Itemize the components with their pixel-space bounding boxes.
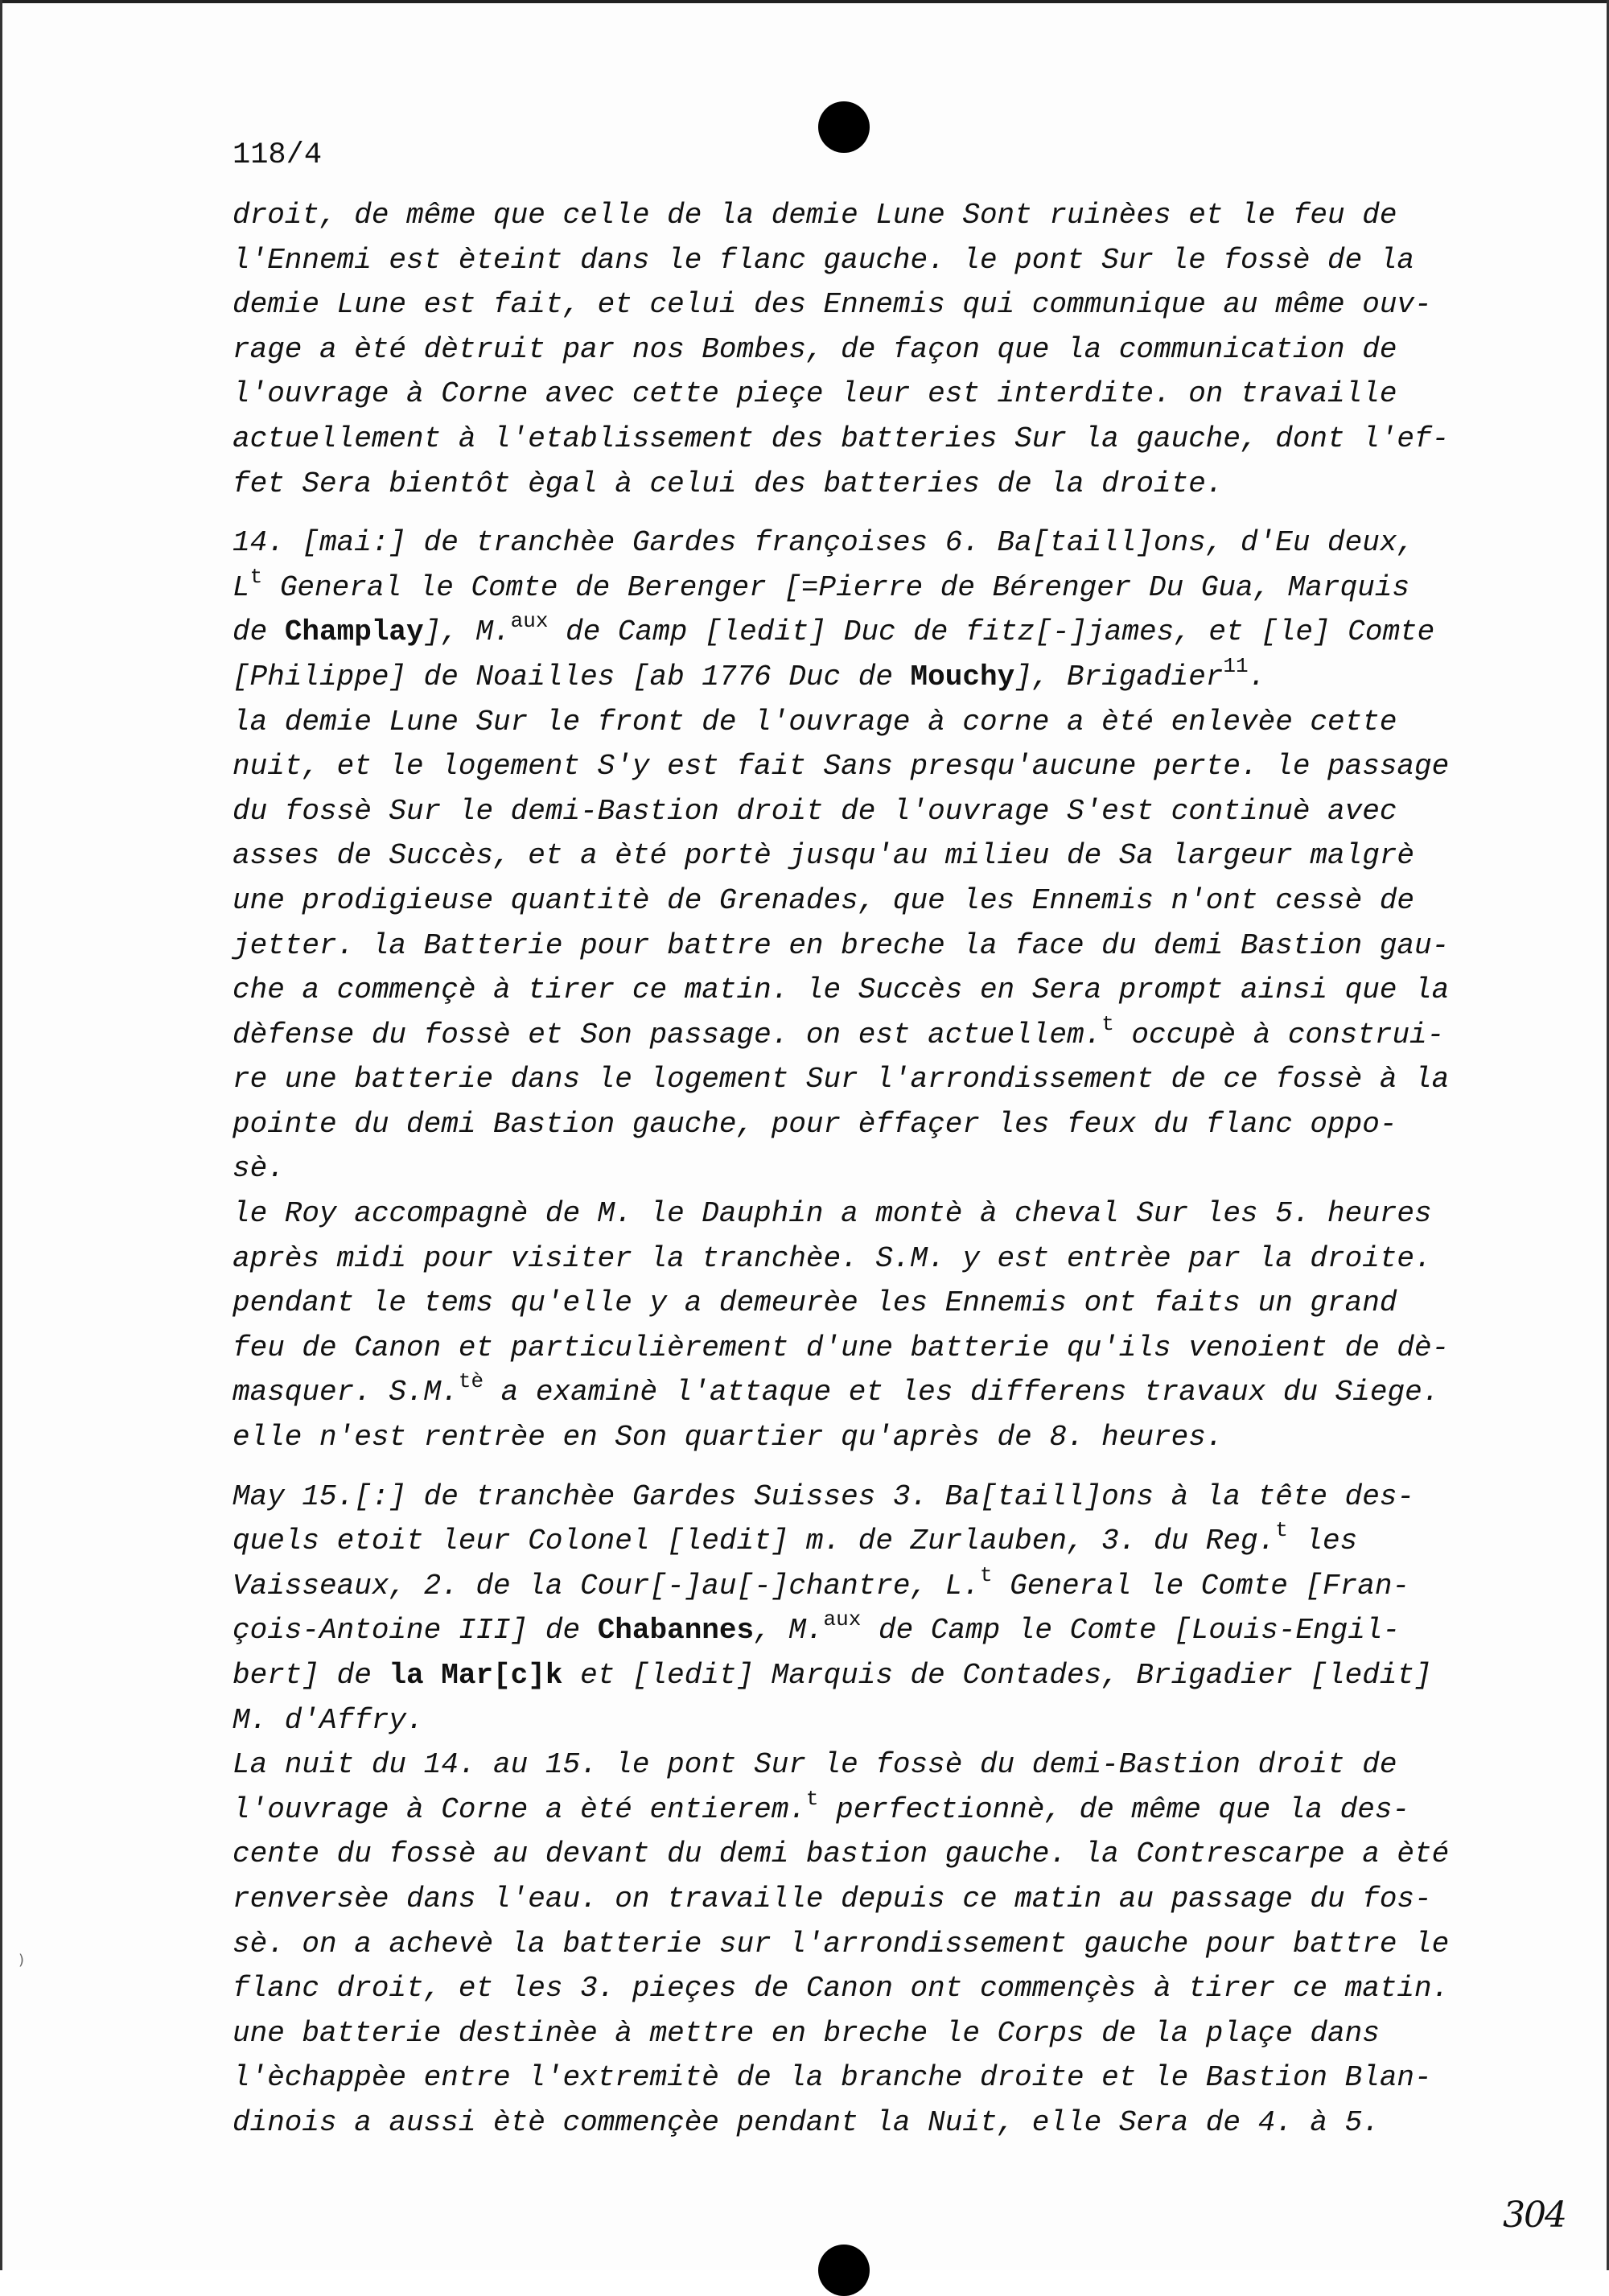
text-line <box>233 1877 1471 1922</box>
text-run: perfectionnè, de même que la des- <box>818 1792 1410 1826</box>
text-line <box>233 924 1471 969</box>
document-body <box>233 193 1471 2146</box>
bold-name: Mouchy <box>910 660 1015 693</box>
text-run: quels etoit leur Colonel [ledit] m. de Zurlauben, 3. du Reg. <box>233 1524 1276 1558</box>
text-run: pointe du demi Bastion gauche, pour èffaçer les feux du flanc oppo- <box>233 1107 1397 1141</box>
text-line <box>233 372 1471 417</box>
text-run: masquer. S.M. <box>233 1376 459 1409</box>
superscript: t <box>979 1562 993 1587</box>
text-run: flanc droit, et les 3. pieçes de Canon ont commençès à tirer ce matin. <box>233 1972 1450 2006</box>
punch-hole-bottom <box>818 2245 870 2296</box>
text-run: re une batterie dans le logement Sur l'arrondissement de ce fossè à la <box>233 1063 1450 1097</box>
text-line <box>233 462 1471 507</box>
text-line <box>233 282 1471 327</box>
bold-name: la Mar[c]k <box>389 1659 563 1692</box>
text-run: l'èchappèe entre l'extremitè de la branche droite et le Bastion Blan- <box>233 2061 1432 2095</box>
paragraph-gap <box>233 506 1471 521</box>
text-run: ], M. <box>423 615 511 649</box>
text-line <box>233 417 1471 462</box>
superscript: t <box>1275 1518 1288 1543</box>
superscript: tè <box>458 1369 484 1394</box>
bold-name: Chabannes <box>597 1614 755 1648</box>
superscript: t <box>249 564 263 589</box>
text-run: , M. <box>754 1614 824 1648</box>
paragraph-gap <box>233 1460 1471 1475</box>
text-line <box>233 1281 1471 1326</box>
text-run: General le Comte [Fran- <box>992 1569 1410 1603</box>
text-run: asses de Succès, et a èté portè jusqu'au milieu de Sa largeur malgrè <box>233 839 1415 873</box>
text-line <box>233 1743 1471 1788</box>
text-line <box>233 2101 1471 2146</box>
text-run: droit, de même que celle de la demie Lune Sont ruinèes et le feu de <box>233 199 1397 232</box>
text-run: La nuit du 14. au 15. le pont Sur le fossè du demi-Bastion droit de <box>233 1748 1397 1782</box>
text-run: les <box>1287 1524 1358 1558</box>
scan-border-left <box>0 0 2 2270</box>
text-line <box>233 2011 1471 2056</box>
text-run: sè. <box>233 1152 285 1186</box>
text-run: nuit, et le logement S'y est fait Sans presqu'aucune perte. le passage <box>233 750 1450 784</box>
text-line <box>233 521 1471 566</box>
text-run: l'ouvrage à Corne avec cette pieçe leur est interdite. on travaille <box>233 377 1397 411</box>
text-run: le Roy accompagnè de M. le Dauphin a montè à cheval Sur les 5. heures <box>233 1197 1432 1231</box>
text-line <box>233 1653 1471 1698</box>
text-run: elle n'est rentrèe en Son quartier qu'après de 8. heures. <box>233 1421 1224 1455</box>
paragraph <box>233 193 1471 506</box>
text-run: [Philippe] de Noailles [ab 1776 Duc de <box>233 660 911 693</box>
text-run: rage a èté dètruit par nos Bombes, de façon que la communication de <box>233 332 1397 366</box>
text-run: feu de Canon et particulièrement d'une batterie qu'ils venoient de dè- <box>233 1331 1450 1364</box>
text-line <box>233 610 1471 655</box>
superscript: aux <box>823 1607 862 1632</box>
superscript: 11 <box>1223 653 1249 678</box>
text-run: renversèe dans l'eau. on travaille depuis ce matin au passage du fos- <box>233 1882 1432 1915</box>
text-line <box>233 1832 1471 1877</box>
text-line <box>233 878 1471 924</box>
text-line <box>233 1966 1471 2011</box>
text-run: une prodigieuse quantitè de Grenades, que les Ennemis n'ont cessè de <box>233 883 1415 917</box>
text-line <box>233 1102 1471 1147</box>
text-run: la demie Lune Sur le front de l'ouvrage à corne a èté enlevèe cette <box>233 705 1397 739</box>
text-line <box>233 968 1471 1013</box>
text-line <box>233 1013 1471 1058</box>
paragraph <box>233 1475 1471 2146</box>
margin-mark: ) <box>19 1952 25 1969</box>
text-line <box>233 1415 1471 1460</box>
text-line <box>233 327 1471 372</box>
text-run: l'ouvrage à Corne a èté entierem. <box>233 1792 806 1826</box>
punch-hole-top <box>818 101 870 153</box>
bold-name: Champlay <box>284 615 424 649</box>
text-run: L <box>233 570 250 604</box>
text-run: General le Comte de Berenger [=Pierre de Bérenger Du Gua, Marquis <box>262 570 1410 604</box>
text-run: Vaisseaux, 2. de la Cour[-]au[-]chantre, L. <box>233 1569 980 1603</box>
text-run: 14. [mai:] de tranchèe Gardes françoises 6. Ba[taill]ons, d'Eu deux, <box>233 526 1415 560</box>
page-number: 118/4 <box>233 138 323 172</box>
text-run: après midi pour visiter la tranchèe. S.M. y est entrèe par la droite. <box>233 1241 1432 1275</box>
text-line <box>233 1057 1471 1102</box>
text-run: dinois a aussi ètè commençèe pendant la Nuit, elle Sera de 4. à 5. <box>233 2105 1380 2139</box>
superscript: t <box>1101 1011 1114 1036</box>
superscript: t <box>805 1786 819 1811</box>
text-run: actuellement à l'etablissement des batteries Sur la gauche, dont l'ef- <box>233 422 1450 455</box>
text-run: occupè à construi- <box>1113 1018 1445 1051</box>
text-run: demie Lune est fait, et celui des Ennemis qui communique au même ouv- <box>233 288 1432 322</box>
text-line <box>233 1922 1471 1967</box>
text-run: de Camp [ledit] Duc de fitz[-]james, et [le] Comte <box>548 615 1435 649</box>
text-run: une batterie destinèe à mettre en breche le Corps de la plaçe dans <box>233 2016 1380 2050</box>
text-run: l'Ennemi est èteint dans le flanc gauche. le pont Sur le fossè de la <box>233 243 1415 277</box>
text-run: de Camp le Comte [Louis-Engil- <box>861 1614 1401 1648</box>
text-run: du fossè Sur le demi-Bastion droit de l'ouvrage S'est continuè avec <box>233 794 1397 828</box>
text-run: a examinè l'attaque et les differens travaux du Siege. <box>484 1376 1440 1409</box>
text-run: dèfense du fossè et Son passage. on est actuellem. <box>233 1018 1102 1051</box>
text-run: che a commençè à tirer ce matin. le Succès en Sera prompt ainsi que la <box>233 973 1450 1007</box>
text-run: . <box>1248 660 1266 693</box>
text-line <box>233 1370 1471 1415</box>
text-run: ], Brigadier <box>1014 660 1224 693</box>
text-run: et [ledit] Marquis de Contades, Brigadier [ledit] <box>562 1659 1432 1692</box>
text-line <box>233 700 1471 745</box>
text-line <box>233 833 1471 878</box>
text-run: May 15.[:] de tranchèe Gardes Suisses 3. Ba[taill]ons à la tête des- <box>233 1479 1415 1513</box>
text-line <box>233 1788 1471 1833</box>
text-run: pendant le tems qu'elle y a demeurèe les Ennemis ont faits un grand <box>233 1286 1397 1320</box>
text-run: de <box>233 615 285 649</box>
text-line <box>233 1146 1471 1191</box>
text-line <box>233 1236 1471 1282</box>
text-line <box>233 1191 1471 1236</box>
text-run: M. d'Affry. <box>233 1703 424 1737</box>
text-line <box>233 1519 1471 1564</box>
text-run: fet Sera bientôt ègal à celui des batteries de la droite. <box>233 467 1224 500</box>
text-line <box>233 238 1471 283</box>
text-line <box>233 1475 1471 1520</box>
text-run: cente du fossè au devant du demi bastion gauche. la Contrescarpe a èté <box>233 1837 1450 1871</box>
text-line <box>233 2055 1471 2101</box>
text-line <box>233 1326 1471 1371</box>
text-line <box>233 1564 1471 1609</box>
text-line <box>233 744 1471 789</box>
text-run: jetter. la Batterie pour battre en breche la face du demi Bastion gau- <box>233 928 1450 962</box>
text-line <box>233 789 1471 834</box>
text-run: sè. on a achevè la batterie sur l'arrondissement gauche pour battre le <box>233 1927 1450 1961</box>
folio-number: 304 <box>1503 2195 1566 2236</box>
text-line <box>233 193 1471 238</box>
text-run: çois-Antoine III] de <box>233 1614 598 1648</box>
text-line <box>233 1608 1471 1653</box>
text-line <box>233 1698 1471 1743</box>
paragraph <box>233 521 1471 1459</box>
text-line <box>233 655 1471 700</box>
scan-border-top <box>0 0 1609 3</box>
text-line <box>233 566 1471 611</box>
superscript: aux <box>510 609 549 634</box>
text-run: bert] de <box>233 1659 389 1692</box>
